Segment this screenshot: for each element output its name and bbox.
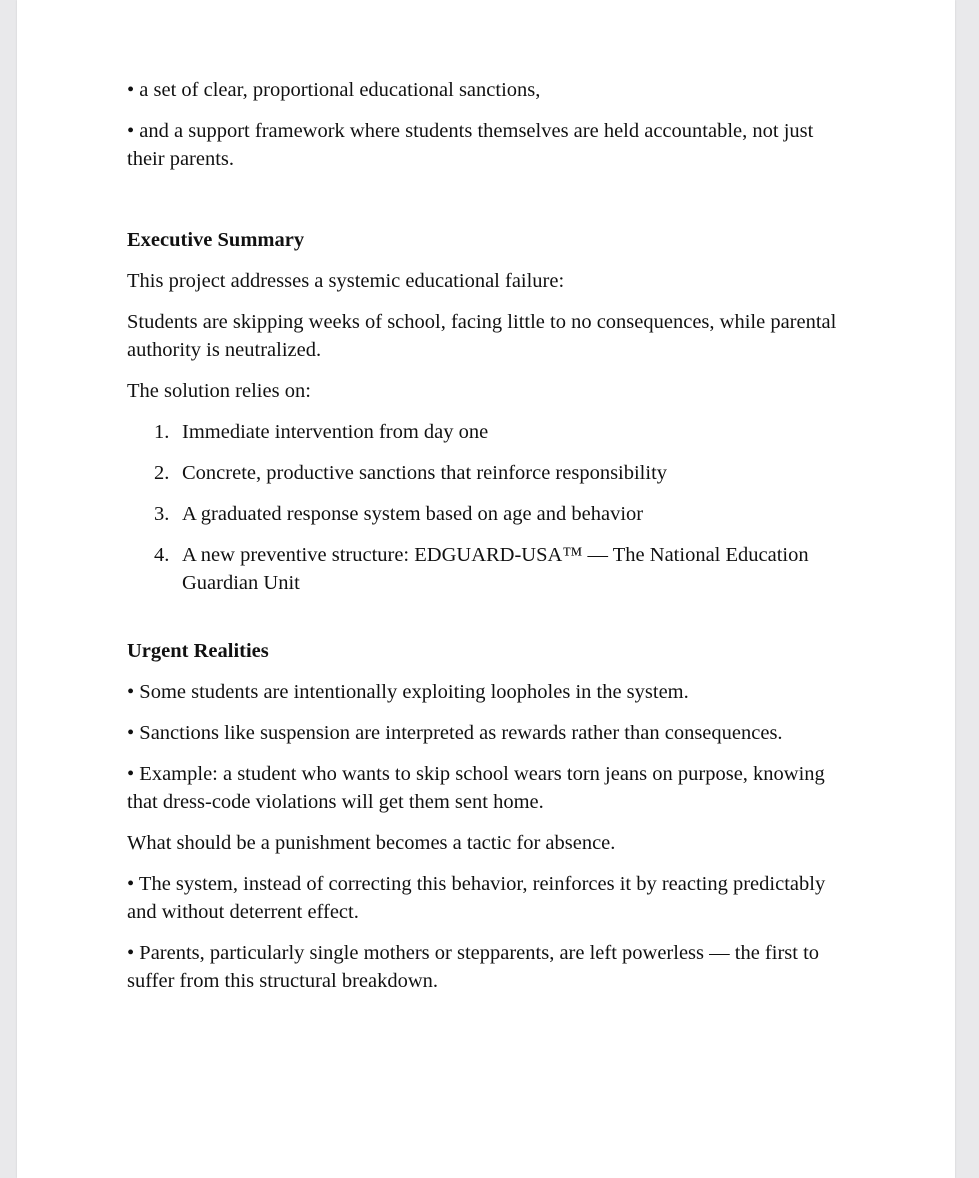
section-spacer xyxy=(127,610,847,637)
list-number: 3. xyxy=(154,503,170,525)
document-page xyxy=(17,0,955,1178)
document-body xyxy=(127,76,847,1008)
list-text: A new preventive structure: EDGUARD-USA™ — The National Education Guardian Unit xyxy=(182,544,809,594)
section-spacer xyxy=(127,186,847,226)
list-item xyxy=(127,541,847,597)
summary-paragraph: Students are skipping weeks of school, facing little to no consequences, while parental authority is neutralized. xyxy=(127,311,837,361)
urgent-realities-heading: Urgent Realities xyxy=(127,640,269,662)
intro-bullet: • and a support framework where students themselves are held accountable, not just their parents. xyxy=(127,120,814,170)
summary-paragraph: This project addresses a systemic educational failure: xyxy=(127,270,565,292)
list-number: 2. xyxy=(154,462,170,484)
list-item xyxy=(127,500,847,528)
list-text: Concrete, productive sanctions that reinforce responsibility xyxy=(182,462,668,484)
realities-item: What should be a punishment becomes a tactic for absence. xyxy=(127,832,616,854)
list-number: 4. xyxy=(154,544,170,566)
list-text: Immediate intervention from day one xyxy=(182,421,489,443)
realities-item: • Example: a student who wants to skip school wears torn jeans on purpose, knowing that dress-code violations will get them sent home. xyxy=(127,763,825,813)
list-item xyxy=(127,459,847,487)
list-text: A graduated response system based on age and behavior xyxy=(182,503,644,525)
realities-item: • Some students are intentionally exploiting loopholes in the system. xyxy=(127,681,689,703)
intro-bullet: • a set of clear, proportional educational sanctions, xyxy=(127,79,541,101)
realities-item: • Parents, particularly single mothers or stepparents, are left powerless — the first to suffer from this structural breakdown. xyxy=(127,942,820,992)
realities-item: • Sanctions like suspension are interpreted as rewards rather than consequences. xyxy=(127,722,783,744)
solution-list xyxy=(127,418,847,597)
summary-paragraph: The solution relies on: xyxy=(127,380,311,402)
realities-item: • The system, instead of correcting this behavior, reinforces it by reacting predictably and without deterrent effect. xyxy=(127,873,826,923)
executive-summary-heading: Executive Summary xyxy=(127,229,305,251)
list-item xyxy=(127,418,847,446)
list-number: 1. xyxy=(154,421,170,443)
